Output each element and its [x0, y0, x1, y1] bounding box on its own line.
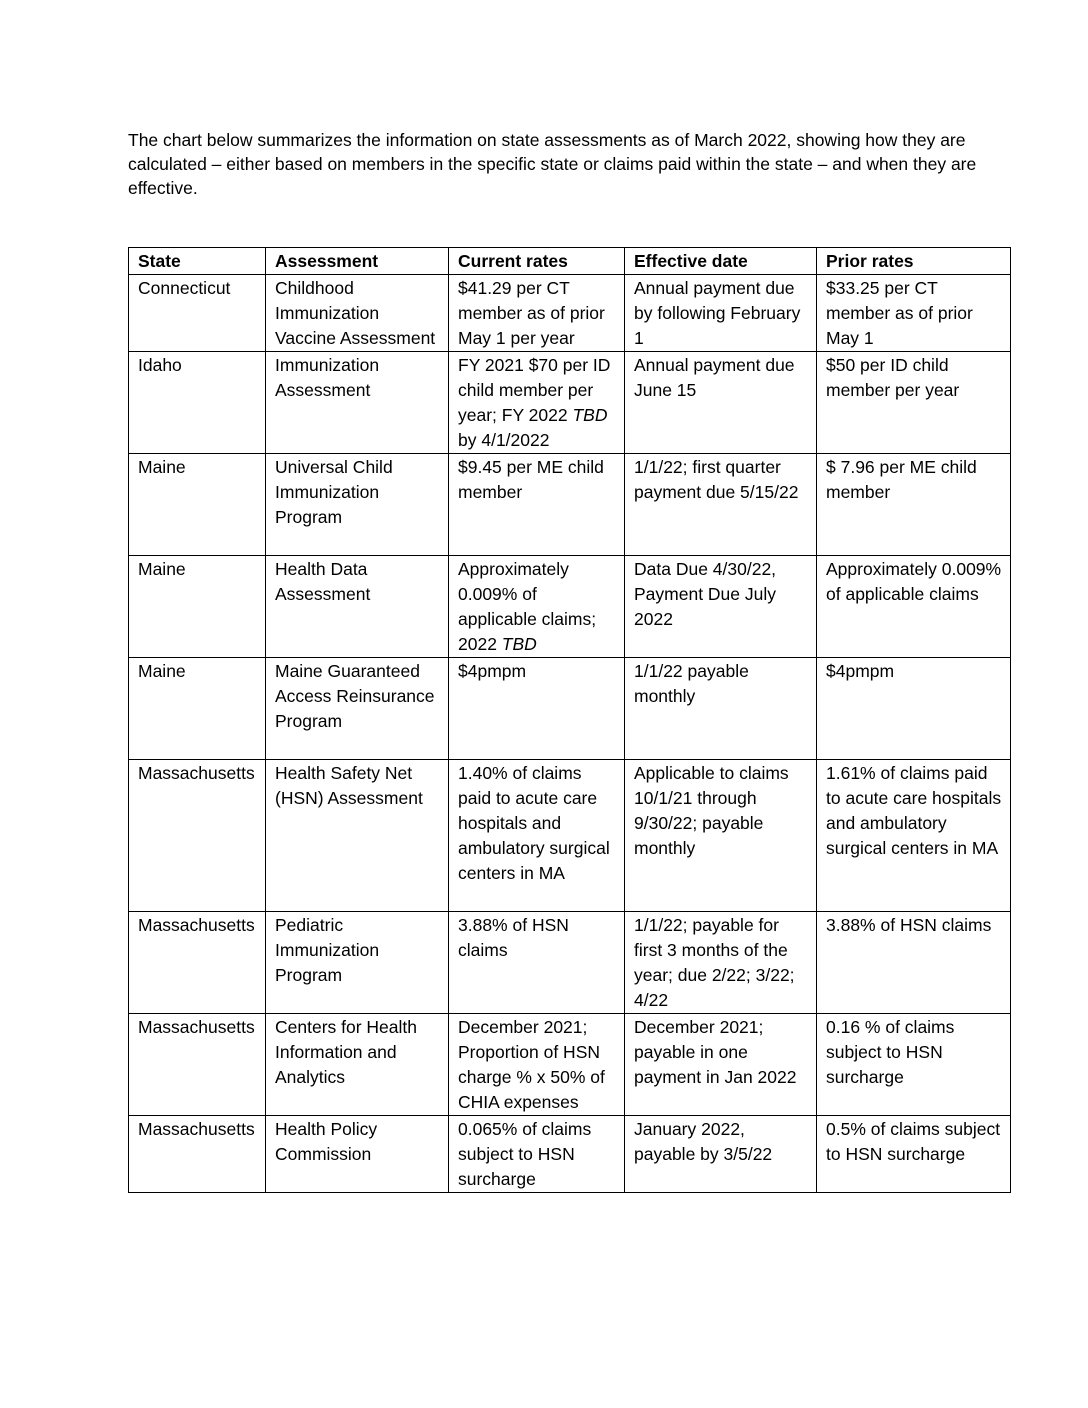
- table-row: [129, 454, 1011, 556]
- current-rates-text: FY 2021 $70 per ID child member per year; FY 2022: [458, 355, 611, 425]
- cell-effective-date: Applicable to claims 10/1/21 through 9/30/22; payable monthly: [625, 760, 817, 912]
- table-row: [129, 556, 1011, 658]
- tbd-text: TBD: [501, 634, 537, 654]
- cell-current-rates: $41.29 per CT member as of prior May 1 per year: [449, 275, 625, 352]
- cell-effective-date: 1/1/22 payable monthly: [625, 658, 817, 760]
- cell-current-rates: December 2021; Proportion of HSN charge % x 50% of CHIA expenses: [449, 1014, 625, 1116]
- cell-effective-date: Data Due 4/30/22, Payment Due July 2022: [625, 556, 817, 658]
- cell-state: Maine: [129, 556, 266, 658]
- cell-prior-rates: $4pmpm: [817, 658, 1011, 760]
- current-rates-text: Approximately 0.009% of applicable claims; 2022: [458, 559, 597, 654]
- cell-assessment: Health Policy Commission: [266, 1116, 449, 1193]
- cell-state: Massachusetts: [129, 912, 266, 1014]
- table-header-row: [129, 248, 1011, 275]
- cell-assessment: Health Data Assessment: [266, 556, 449, 658]
- header-assessment: Assessment: [266, 248, 449, 275]
- cell-prior-rates: $33.25 per CT member as of prior May 1: [817, 275, 1011, 352]
- cell-assessment: Maine Guaranteed Access Reinsurance Program: [266, 658, 449, 760]
- table-row: [129, 760, 1011, 912]
- cell-prior-rates: 0.16 % of claims subject to HSN surcharge: [817, 1014, 1011, 1116]
- cell-current-rates: 3.88% of HSN claims: [449, 912, 625, 1014]
- header-prior-rates: Prior rates: [817, 248, 1011, 275]
- header-state: State: [129, 248, 266, 275]
- cell-current-rates: [449, 556, 625, 658]
- tbd-text: TBD: [572, 405, 608, 425]
- cell-assessment: Health Safety Net (HSN) Assessment: [266, 760, 449, 912]
- cell-effective-date: January 2022, payable by 3/5/22: [625, 1116, 817, 1193]
- cell-prior-rates: Approximately 0.009% of applicable claims: [817, 556, 1011, 658]
- cell-assessment: Immunization Assessment: [266, 352, 449, 454]
- table-row: [129, 658, 1011, 760]
- cell-prior-rates: $ 7.96 per ME child member: [817, 454, 1011, 556]
- table-row: [129, 352, 1011, 454]
- cell-assessment: Pediatric Immunization Program: [266, 912, 449, 1014]
- cell-assessment: Childhood Immunization Vaccine Assessment: [266, 275, 449, 352]
- table-row: [129, 912, 1011, 1014]
- cell-state: Maine: [129, 454, 266, 556]
- cell-effective-date: 1/1/22; payable for first 3 months of the year; due 2/22; 3/22; 4/22: [625, 912, 817, 1014]
- cell-prior-rates: 3.88% of HSN claims: [817, 912, 1011, 1014]
- cell-prior-rates: 1.61% of claims paid to acute care hospitals and ambulatory surgical centers in MA: [817, 760, 1011, 912]
- cell-state: Massachusetts: [129, 1116, 266, 1193]
- header-current-rates: Current rates: [449, 248, 625, 275]
- cell-assessment: Universal Child Immunization Program: [266, 454, 449, 556]
- cell-effective-date: December 2021; payable in one payment in Jan 2022: [625, 1014, 817, 1116]
- cell-prior-rates: 0.5% of claims subject to HSN surcharge: [817, 1116, 1011, 1193]
- cell-state: Connecticut: [129, 275, 266, 352]
- cell-prior-rates: $50 per ID child member per year: [817, 352, 1011, 454]
- intro-paragraph: The chart below summarizes the information on state assessments as of March 2022, showing how they are calculated – either based on members in the specific state or claims paid within the state – and when they are effective.: [128, 130, 977, 198]
- table-row: [129, 1116, 1011, 1193]
- cell-effective-date: Annual payment due June 15: [625, 352, 817, 454]
- cell-state: Maine: [129, 658, 266, 760]
- cell-state: Massachusetts: [129, 1014, 266, 1116]
- cell-effective-date: Annual payment due by following February 1: [625, 275, 817, 352]
- cell-effective-date: 1/1/22; first quarter payment due 5/15/22: [625, 454, 817, 556]
- table-row: [129, 1014, 1011, 1116]
- state-assessments-table: [128, 247, 1011, 1193]
- cell-assessment: Centers for Health Information and Analytics: [266, 1014, 449, 1116]
- current-rates-text-end: by 4/1/2022: [458, 430, 550, 450]
- cell-state: Massachusetts: [129, 760, 266, 912]
- cell-current-rates: 1.40% of claims paid to acute care hospitals and ambulatory surgical centers in MA: [449, 760, 625, 912]
- cell-current-rates: $4pmpm: [449, 658, 625, 760]
- cell-current-rates: [449, 352, 625, 454]
- table-row: [129, 275, 1011, 352]
- cell-state: Idaho: [129, 352, 266, 454]
- cell-current-rates: 0.065% of claims subject to HSN surcharge: [449, 1116, 625, 1193]
- header-effective-date: Effective date: [625, 248, 817, 275]
- cell-current-rates: $9.45 per ME child member: [449, 454, 625, 556]
